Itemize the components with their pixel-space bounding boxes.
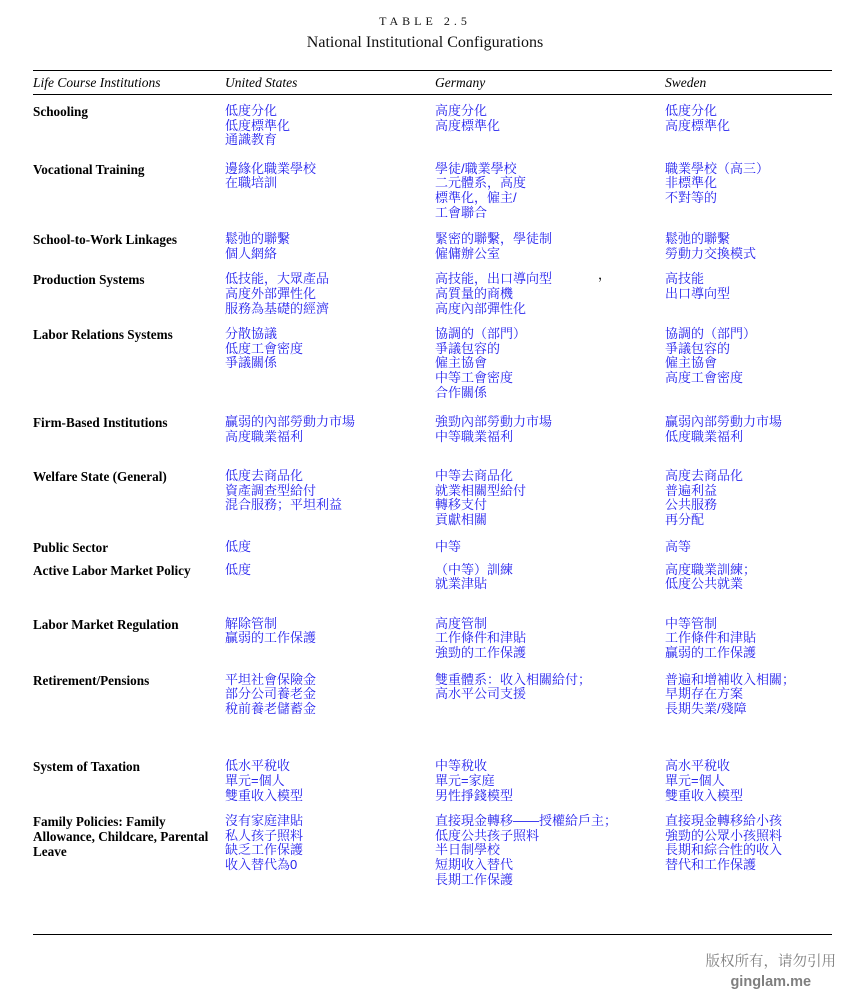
cell-line: 高質量的商機 xyxy=(435,285,514,301)
cell-line: 爭議關係 xyxy=(225,355,278,371)
table-row xyxy=(33,814,832,887)
cell-line: 男性掙錢模型 xyxy=(435,787,514,803)
cell-line: 早期存在方案 xyxy=(665,686,744,702)
cell-line: 鬆弛的聯繫 xyxy=(225,231,291,247)
copyright-notice: 版权所有，请勿引用 xyxy=(705,954,836,970)
cell-line: 私人孩子照料 xyxy=(225,827,304,843)
cell-line: 協調的（部門） xyxy=(435,326,527,342)
stray-comma-mark: ， xyxy=(598,267,612,282)
cell-germany xyxy=(435,327,665,400)
bottom-rule xyxy=(33,934,832,935)
cell-line: 高度工會密度 xyxy=(665,369,744,385)
cell-line: 單元=個人 xyxy=(665,773,725,788)
cell-united-states xyxy=(225,162,435,191)
table-row xyxy=(33,469,832,527)
cell-line: 通識教育 xyxy=(225,132,278,148)
table-row xyxy=(33,540,832,555)
cell-germany xyxy=(435,814,665,887)
cell-line: 低技能，大眾產品 xyxy=(225,271,330,287)
cell-line: 低度標準化 xyxy=(225,117,291,133)
cell-united-states xyxy=(225,272,435,316)
row-label: Firm-Based Institutions xyxy=(33,415,168,431)
cell-line: 短期收入替代 xyxy=(435,856,514,872)
cell-united-states xyxy=(225,759,435,803)
cell-line: 再分配 xyxy=(665,512,705,528)
cell-line: 學徒/職業學校 xyxy=(435,160,517,176)
cell-sweden xyxy=(665,673,832,717)
row-label: System of Taxation xyxy=(33,759,140,775)
cell-line: 雙重體系：收入相關給付； xyxy=(435,671,592,687)
table-row xyxy=(33,563,832,592)
cell-line: 職業學校（高三） xyxy=(665,160,770,176)
row-label: Vocational Training xyxy=(33,161,145,177)
cell-line: 低度職業福利 xyxy=(665,428,744,444)
cell-line: 標準化，僱主/ xyxy=(435,189,517,205)
cell-germany xyxy=(435,617,665,661)
cell-line: 中等工會密度 xyxy=(435,369,514,385)
cell-line: 替代和工作保護 xyxy=(665,856,757,872)
cell-line: 贏弱的內部勞動力市場 xyxy=(225,414,356,430)
cell-sweden xyxy=(665,540,832,555)
cell-line: 沒有家庭津貼 xyxy=(225,813,304,829)
cell-line: 高度職業福利 xyxy=(225,428,304,444)
cell-germany xyxy=(435,232,665,261)
cell-line: 低度去商品化 xyxy=(225,468,304,484)
cell-germany xyxy=(435,563,665,592)
cell-line: 僱主協會 xyxy=(435,355,488,371)
cell-line: 高技能 xyxy=(665,271,705,287)
cell-line: 長期工作保護 xyxy=(435,871,514,887)
cell-united-states xyxy=(225,232,435,261)
cell-line: 收入替代為0 xyxy=(225,856,298,872)
cell-line: 高度內部彈性化 xyxy=(435,300,527,316)
cell-line: 個人網絡 xyxy=(225,245,278,261)
column-header-germany: Germany xyxy=(435,75,486,90)
table-header-row xyxy=(33,71,832,94)
cell-line: 平坦社會保險金 xyxy=(225,671,317,687)
cell-line: 強勁的工作保護 xyxy=(435,645,527,661)
cell-line: 單元=家庭 xyxy=(435,773,495,788)
cell-line: 中等職業福利 xyxy=(435,428,514,444)
cell-line: 公共服務 xyxy=(665,497,718,513)
row-label: Labor Relations Systems xyxy=(33,327,173,343)
cell-sweden xyxy=(665,469,832,527)
row-label: Welfare State (General) xyxy=(33,469,167,485)
cell-line: 不對等的 xyxy=(665,189,718,205)
cell-line: 在職培訓 xyxy=(225,175,278,191)
cell-line: 僱主協會 xyxy=(665,355,718,371)
cell-line: 高度管制 xyxy=(435,615,488,631)
title-block xyxy=(0,14,850,52)
cell-line: 解除管制 xyxy=(225,615,278,631)
column-header-united-states: United States xyxy=(225,75,298,90)
cell-sweden xyxy=(665,104,832,133)
row-label: Public Sector xyxy=(33,539,109,555)
cell-line: 半日制學校 xyxy=(435,842,501,858)
cell-germany xyxy=(435,469,665,527)
row-label: Retirement/Pensions xyxy=(33,672,150,688)
cell-line: 爭議包容的 xyxy=(435,340,501,356)
cell-germany xyxy=(435,162,665,220)
cell-germany xyxy=(435,415,665,444)
cell-line: 低度工會密度 xyxy=(225,340,304,356)
cell-line: 強勁內部勞動力市場 xyxy=(435,414,553,430)
cell-line: 低度 xyxy=(225,561,252,577)
cell-line: 工作條件和津貼 xyxy=(435,630,527,646)
cell-line: 高水平稅收 xyxy=(665,758,731,774)
table-row xyxy=(33,759,832,803)
cell-line: 低度分化 xyxy=(225,103,278,118)
cell-line: 高度去商品化 xyxy=(665,468,744,484)
cell-line: 混合服務；平坦利益 xyxy=(225,497,343,513)
cell-line: 稅前養老儲蓄金 xyxy=(225,700,317,716)
cell-sweden xyxy=(665,272,832,301)
cell-line: 僱傭辦公室 xyxy=(435,245,501,261)
cell-united-states xyxy=(225,469,435,513)
cell-line: 鬆弛的聯繫 xyxy=(665,231,731,247)
cell-line: 贏弱內部勞動力市場 xyxy=(665,414,783,430)
cell-line: 低度分化 xyxy=(665,103,718,118)
cell-line: 普遍利益 xyxy=(665,482,718,498)
table-number-label: TABLE 2.5 xyxy=(379,14,471,28)
table-row xyxy=(33,272,832,316)
cell-line: 雙重收入模型 xyxy=(665,787,744,803)
cell-line: 贏弱的工作保護 xyxy=(665,645,757,661)
cell-line: 工作條件和津貼 xyxy=(665,630,757,646)
cell-line: 缺乏工作保護 xyxy=(225,842,304,858)
cell-united-states xyxy=(225,617,435,646)
cell-line: 雙重收入模型 xyxy=(225,787,304,803)
table-row xyxy=(33,104,832,148)
cell-line: 贏弱的工作保護 xyxy=(225,630,317,646)
cell-sweden xyxy=(665,232,832,261)
watermark-footer xyxy=(706,950,837,990)
cell-line: 高等 xyxy=(665,538,692,554)
cell-sweden xyxy=(665,415,832,444)
cell-line: 高度職業訓練； xyxy=(665,561,757,577)
cell-line: 長期失業/殘障 xyxy=(665,700,747,716)
cell-united-states xyxy=(225,327,435,371)
cell-line: 資產調查型給付 xyxy=(225,482,317,498)
row-label: Schooling xyxy=(33,104,88,119)
cell-line: 長期和綜合性的收入 xyxy=(665,842,783,858)
cell-line: 就業津貼 xyxy=(435,576,488,592)
row-label: Production Systems xyxy=(33,272,145,288)
table-row xyxy=(33,673,832,717)
cell-united-states xyxy=(225,673,435,717)
table-row xyxy=(33,232,832,261)
table-row xyxy=(33,327,832,400)
cell-united-states xyxy=(225,563,435,578)
cell-united-states xyxy=(225,540,435,555)
cell-line: 分散協議 xyxy=(225,326,278,342)
cell-line: 普遍和增補收入相關； xyxy=(665,671,796,687)
cell-germany xyxy=(435,104,665,133)
cell-united-states xyxy=(225,104,435,148)
table-row xyxy=(33,162,832,220)
row-label: Active Labor Market Policy xyxy=(33,562,191,578)
cell-germany xyxy=(435,673,665,702)
page-title: National Institutional Configurations xyxy=(306,34,544,51)
row-label: Family Policies: Family Allowance, Childcare, Parental Leave xyxy=(33,814,209,860)
cell-line: （中等）訓練 xyxy=(435,561,514,577)
cell-line: 勞動力交換模式 xyxy=(665,245,757,261)
cell-line: 就業相關型給付 xyxy=(435,482,527,498)
column-header-sweden: Sweden xyxy=(665,75,707,90)
cell-germany xyxy=(435,272,665,316)
cell-line: 工會聯合 xyxy=(435,204,488,220)
watermark-site-name: ginglam.me xyxy=(730,974,812,990)
cell-line: 緊密的聯繫，學徒制 xyxy=(435,231,553,247)
cell-line: 高度外部彈性化 xyxy=(225,285,317,301)
cell-sweden xyxy=(665,617,832,661)
cell-line: 高技能，出口導向型 xyxy=(435,271,553,287)
cell-sweden xyxy=(665,327,832,385)
cell-united-states xyxy=(225,814,435,872)
cell-line: 爭議包容的 xyxy=(665,340,731,356)
cell-line: 低度公共孩子照料 xyxy=(435,827,540,843)
cell-line: 中等去商品化 xyxy=(435,468,514,484)
cell-sweden xyxy=(665,563,832,592)
cell-line: 中等管制 xyxy=(665,615,718,631)
table-row xyxy=(33,617,832,661)
row-label: School-to-Work Linkages xyxy=(33,232,177,248)
cell-line: 二元體系，高度 xyxy=(435,175,527,191)
cell-line: 高水平公司支援 xyxy=(435,686,527,702)
column-header-life-course-institutions: Life Course Institutions xyxy=(33,75,161,90)
cell-line: 低度公共就業 xyxy=(665,576,744,592)
cell-line: 部分公司養老金 xyxy=(225,686,317,702)
cell-line: 高度標準化 xyxy=(435,117,501,133)
cell-line: 邊緣化職業學校 xyxy=(225,160,317,176)
cell-sweden xyxy=(665,162,832,206)
cell-germany xyxy=(435,759,665,803)
cell-germany xyxy=(435,540,665,555)
cell-line: 合作關係 xyxy=(435,384,488,400)
cell-line: 低水平稅收 xyxy=(225,758,291,774)
cell-line: 協調的（部門） xyxy=(665,326,757,342)
cell-line: 直接現金轉移——授權給戶主； xyxy=(435,813,618,829)
cell-line: 中等 xyxy=(435,538,462,554)
cell-line: 服務為基礎的經濟 xyxy=(225,300,330,316)
cell-line: 貢獻相關 xyxy=(435,512,488,528)
row-label: Labor Market Regulation xyxy=(33,616,179,632)
cell-sweden xyxy=(665,814,832,872)
table-body xyxy=(33,95,832,887)
cell-sweden xyxy=(665,759,832,803)
cell-united-states xyxy=(225,415,435,444)
institutional-configurations-table xyxy=(33,70,832,935)
cell-line: 高度標準化 xyxy=(665,117,731,133)
cell-line: 直接現金轉移給小孩 xyxy=(665,813,783,829)
cell-line: 轉移支付 xyxy=(435,497,488,513)
cell-line: 非標準化 xyxy=(665,175,718,191)
cell-line: 單元=個人 xyxy=(225,773,285,788)
cell-line: 低度 xyxy=(225,538,252,554)
cell-line: 高度分化 xyxy=(435,103,488,118)
cell-line: 出口導向型 xyxy=(665,285,731,301)
cell-line: 中等稅收 xyxy=(435,758,488,774)
cell-line: 強勁的公眾小孩照料 xyxy=(665,827,783,843)
table-row xyxy=(33,415,832,444)
